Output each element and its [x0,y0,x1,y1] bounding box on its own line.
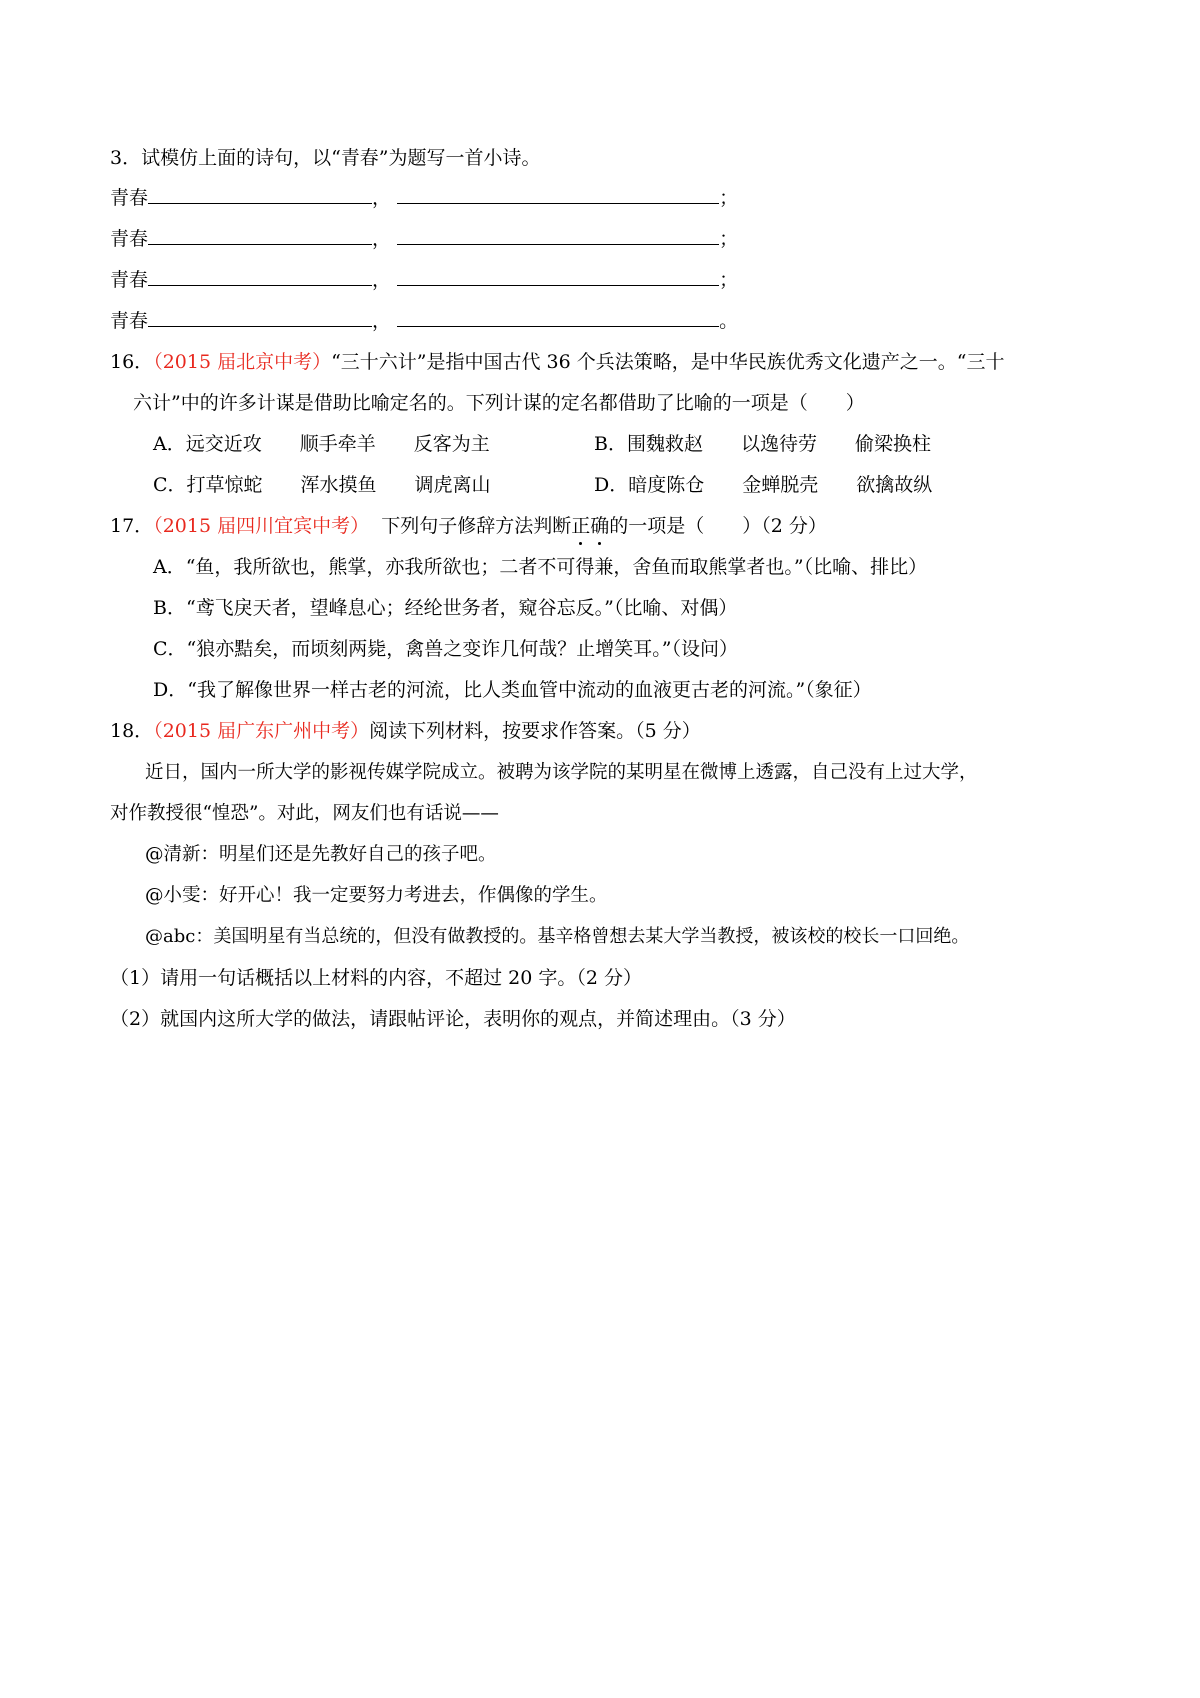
poem-blank-a[interactable] [148,226,372,245]
poem-mid: ， [372,269,392,291]
q18-source: （2015 届广东广州中考） [153,720,370,742]
q18-material-1: 近日，国内一所大学的影视传媒学院成立。被聘为该学院的某明星在微博上透露，自己没有上过大学， [145,762,978,783]
poem-mid: ， [372,228,392,250]
poem-lead: 青春 [110,228,149,250]
q17-emphasis-char-1: 正 [571,515,591,537]
q18-line-1 [110,718,701,744]
q16-option-a[interactable]: A．远交近攻 顺手牵羊 反客为主 [153,433,490,455]
q16-option-c[interactable]: C．打草惊蛇 浑水摸鱼 调虎离山 [153,474,491,496]
poem-mid: ， [372,310,392,332]
poem-line-1 [110,185,738,211]
q18-subquestion-1: （1）请用一句话概括以上材料的内容，不超过 20 字。（2 分） [110,967,642,989]
poem-lead: 青春 [110,310,149,332]
q17-emphasis-char-2: 确 [590,515,610,537]
q16-line-1 [110,349,1005,375]
q18-subquestion-2: （2）就国内这所大学的做法，请跟帖评论，表明你的观点，并简述理由。（3 分） [110,1008,796,1030]
q18-comment-2: @小雯：好开心！我一定要努力考进去，作偶像的学生。 [145,885,608,906]
poem-mid: ， [372,187,392,209]
q17-number: 17． [110,515,154,537]
q18-stem: 阅读下列材料，按要求作答案。（5 分） [369,720,701,742]
q16-source: （2015 届北京中考） [153,351,332,373]
poem-line-4 [110,308,738,334]
q17-line-1 [110,513,827,539]
q17-stem-post: 的一项是（ ）（2 分） [609,515,827,537]
section3-prompt: 3．试模仿上面的诗句，以“青春”为题写一首小诗。 [110,147,541,169]
poem-line-2 [110,226,738,252]
q16-option-d[interactable]: D．暗度陈仓 金蝉脱壳 欲擒故纵 [594,474,933,496]
q17-option-b[interactable]: B．“鸢飞戾天者，望峰息心；经纶世务者，窥谷忘反。”（比喻、对偶） [153,597,738,619]
q16-stem-1: “三十六计”是指中国古代 36 个兵法策略，是中华民族优秀文化遗产之一。“三十 [331,351,1005,373]
poem-end: 。 [719,310,739,332]
poem-end: ； [719,187,739,209]
poem-blank-b[interactable] [397,185,719,204]
poem-end: ； [719,269,739,291]
q18-comment-3: @abc：美国明星有当总统的，但没有做教授的。基辛格曾想去某大学当教授，被该校的校长一口回绝。 [145,926,970,947]
q18-comment-1: @清新：明星们还是先教好自己的孩子吧。 [145,844,497,865]
q16-option-b[interactable]: B．围魏救赵 以逸待劳 偷梁换柱 [594,433,931,455]
poem-blank-b[interactable] [397,226,719,245]
poem-lead: 青春 [110,269,149,291]
poem-blank-b[interactable] [397,267,719,286]
poem-blank-b[interactable] [397,308,719,327]
poem-line-3 [110,267,738,293]
q16-number: 16． [110,351,154,373]
q18-material-2: 对作教授很“惶恐”。对此，网友们也有话说—— [110,803,499,824]
q17-option-a[interactable]: A．“鱼，我所欲也，熊掌，亦我所欲也；二者不可得兼，舍鱼而取熊掌者也。”（比喻、排比） [153,556,928,578]
q18-number: 18． [110,720,154,742]
poem-blank-a[interactable] [148,185,372,204]
q17-option-d[interactable]: D．“我了解像世界一样古老的河流，比人类血管中流动的血液更古老的河流。”（象征） [153,679,872,701]
q16-line-2: 六计”中的许多计谋是借助比喻定名的。下列计谋的定名都借助了比喻的一项是（ ） [133,392,865,414]
poem-end: ； [719,228,739,250]
poem-blank-a[interactable] [148,308,372,327]
q17-option-c[interactable]: C．“狼亦黠矣，而顷刻两毙，禽兽之变诈几何哉？止增笑耳。”（设问） [153,638,738,660]
q17-source: （2015 届四川宜宾中考） [153,515,370,537]
poem-blank-a[interactable] [148,267,372,286]
q17-stem-pre: 下列句子修辞方法判断 [381,515,572,537]
poem-lead: 青春 [110,187,149,209]
